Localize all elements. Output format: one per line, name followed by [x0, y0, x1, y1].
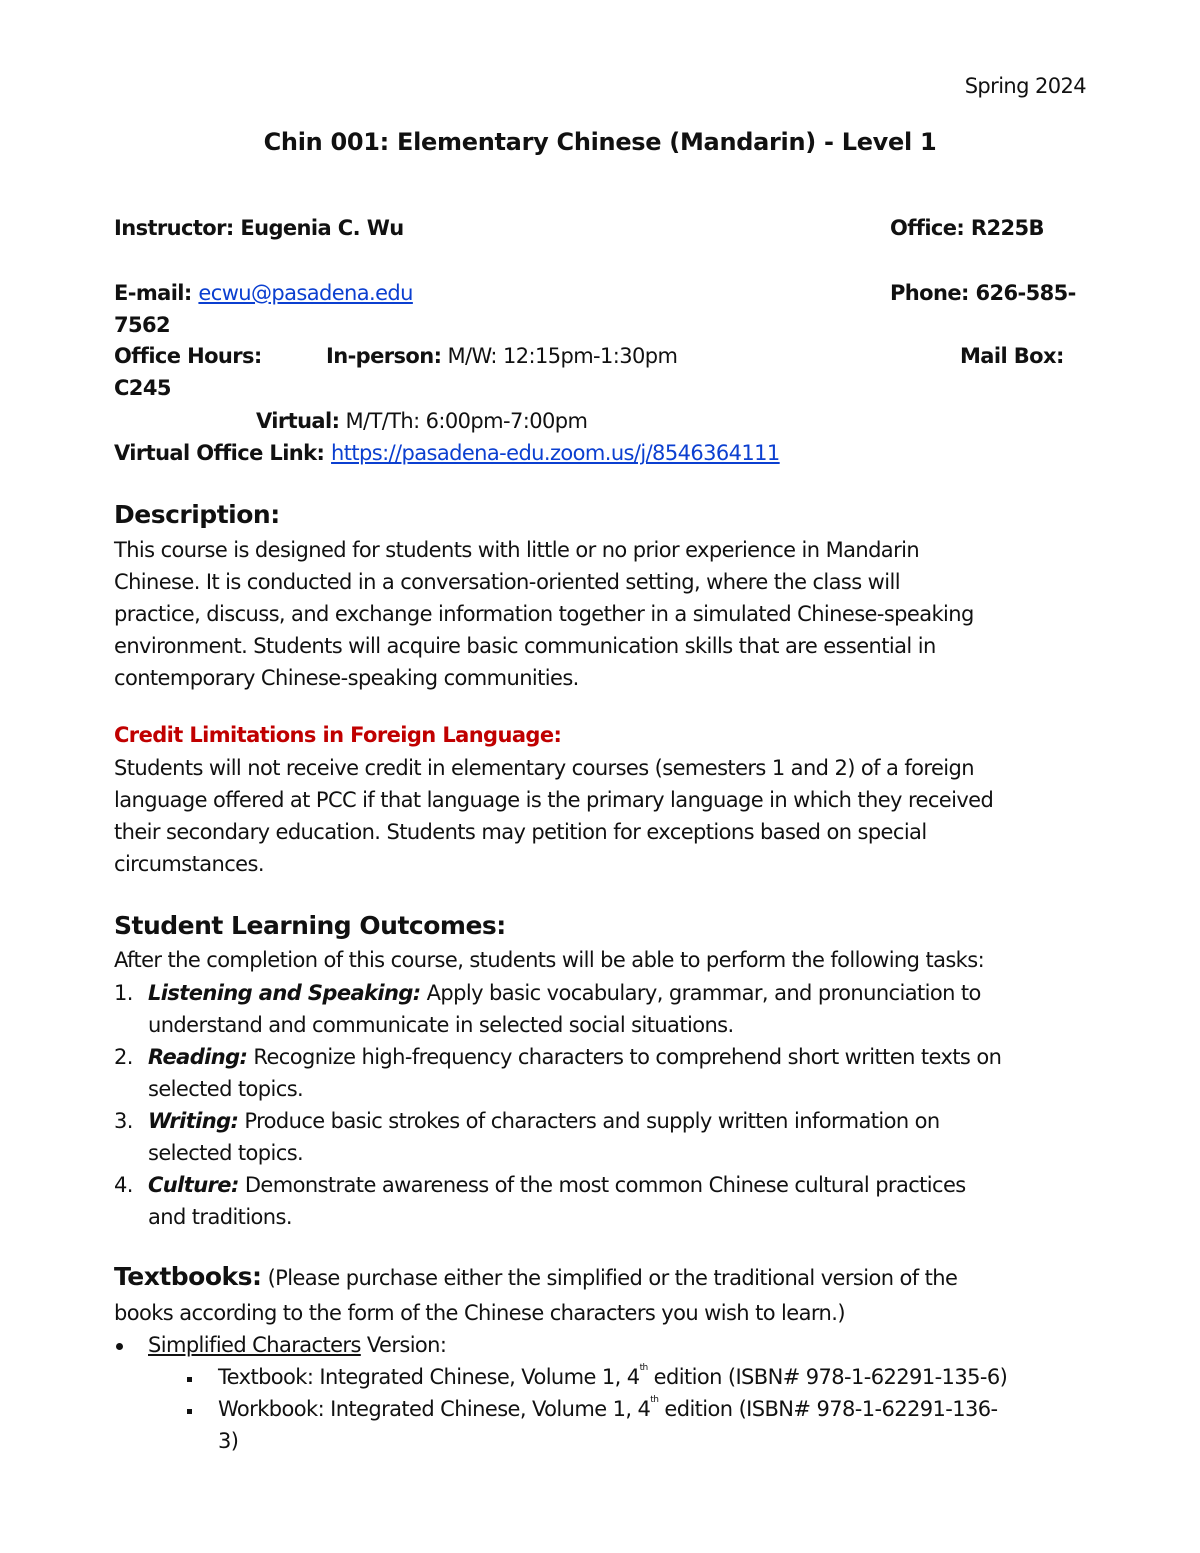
email-label: E-mail:: [114, 281, 199, 305]
description-line: contemporary Chinese-speaking communities.: [114, 666, 579, 690]
workbook-sup: th: [650, 1395, 659, 1405]
simplified-label: Simplified Characters: [148, 1333, 361, 1357]
office-hours-label: Office Hours:: [114, 344, 262, 368]
outcome-label: Culture:: [148, 1173, 239, 1197]
email-line: [114, 281, 413, 305]
credit-paragraph: [114, 752, 1104, 880]
outcome-item: [148, 1041, 1001, 1105]
description-heading: Description:: [114, 500, 280, 529]
instructor-label: Instructor: Eugenia C. Wu: [114, 216, 404, 240]
credit-line: circumstances.: [114, 852, 264, 876]
outcome-number: 1.: [114, 981, 133, 1005]
outcome-text: and traditions.: [148, 1205, 292, 1229]
simplified-version: [148, 1333, 446, 1357]
mailbox-continuation: C245: [114, 376, 171, 400]
simplified-suffix: Version:: [360, 1333, 447, 1357]
outcome-item: [148, 977, 981, 1041]
outcomes-heading: Student Learning Outcomes:: [114, 911, 506, 940]
virtual-value: M/T/Th: 6:00pm-7:00pm: [339, 409, 588, 433]
outcome-text: Demonstrate awareness of the most common Chinese cultural practices: [238, 1173, 966, 1197]
textbooks-note: (Please purchase either the simplified or the traditional version of the: [261, 1266, 958, 1290]
outcome-number: 4.: [114, 1173, 133, 1197]
workbook-isbn: edition (ISBN# 978-1-62291-136-: [658, 1397, 998, 1421]
workbook-item: [218, 1397, 998, 1421]
email-link[interactable]: ecwu@pasadena.edu: [198, 281, 413, 305]
textbook-item: [218, 1365, 1007, 1389]
inperson-hours: [326, 344, 677, 368]
phone-label: Phone: 626-585-: [890, 281, 1076, 305]
credit-line: their secondary education. Students may petition for exceptions based on special: [114, 820, 927, 844]
phone-continuation: 7562: [114, 313, 171, 337]
inperson-label: In-person:: [326, 344, 442, 368]
course-title: Chin 001: Elementary Chinese (Mandarin) - Level 1: [263, 128, 937, 156]
virtual-hours: [256, 409, 587, 433]
square-bullet-icon: [187, 1377, 192, 1382]
outcome-text: Recognize high-frequency characters to comprehend short written texts on: [247, 1045, 1002, 1069]
square-bullet-icon: [187, 1409, 192, 1414]
outcome-text: Produce basic strokes of characters and supply written information on: [238, 1109, 940, 1133]
outcome-text: understand and communicate in selected social situations.: [148, 1013, 734, 1037]
workbook-text: Workbook: Integrated Chinese, Volume 1, 4: [218, 1397, 651, 1421]
outcome-label: Listening and Speaking:: [148, 981, 421, 1005]
inperson-value: M/W: 12:15pm-1:30pm: [441, 344, 678, 368]
credit-line: language offered at PCC if that language is the primary language in which they received: [114, 788, 994, 812]
outcome-text: selected topics.: [148, 1077, 304, 1101]
virtual-office-link[interactable]: https://pasadena-edu.zoom.us/j/8546364111: [331, 441, 780, 465]
outcome-text: Apply basic vocabulary, grammar, and pronunciation to: [420, 981, 981, 1005]
description-paragraph: [114, 534, 1104, 694]
outcomes-intro: After the completion of this course, students will be able to perform the following tasks:: [114, 948, 985, 972]
outcome-item: [148, 1169, 966, 1233]
virtual-label: Virtual:: [256, 409, 340, 433]
outcome-text: selected topics.: [148, 1141, 304, 1165]
textbooks-line: [114, 1262, 957, 1291]
mailbox-label: Mail Box:: [960, 344, 1064, 368]
credit-line: Students will not receive credit in elementary courses (semesters 1 and 2) of a foreign: [114, 756, 974, 780]
outcome-number: 3.: [114, 1109, 133, 1133]
description-line: environment. Students will acquire basic communication skills that are essential in: [114, 634, 936, 658]
outcome-label: Reading:: [148, 1045, 248, 1069]
textbook-text: Textbook: Integrated Chinese, Volume 1, 4: [218, 1365, 640, 1389]
outcome-item: [148, 1105, 940, 1169]
workbook-continuation: 3): [218, 1429, 239, 1453]
textbooks-note-cont: books according to the form of the Chinese characters you wish to learn.): [114, 1301, 845, 1325]
textbook-sup: th: [639, 1363, 648, 1373]
description-line: practice, discuss, and exchange information together in a simulated Chinese-speaking: [114, 602, 974, 626]
virtual-link-line: [114, 441, 780, 465]
outcome-number: 2.: [114, 1045, 133, 1069]
description-line: Chinese. It is conducted in a conversation-oriented setting, where the class will: [114, 570, 900, 594]
description-line: This course is designed for students with little or no prior experience in Mandarin: [114, 538, 920, 562]
virtual-link-label: Virtual Office Link:: [114, 441, 332, 465]
textbook-isbn: edition (ISBN# 978-1-62291-135-6): [647, 1365, 1008, 1389]
bullet-icon: [116, 1343, 123, 1350]
textbooks-heading: Textbooks:: [114, 1262, 262, 1291]
term-label: Spring 2024: [964, 74, 1086, 98]
office-label: Office: R225B: [890, 216, 1044, 240]
outcome-label: Writing:: [148, 1109, 239, 1133]
credit-heading: Credit Limitations in Foreign Language:: [114, 723, 562, 747]
